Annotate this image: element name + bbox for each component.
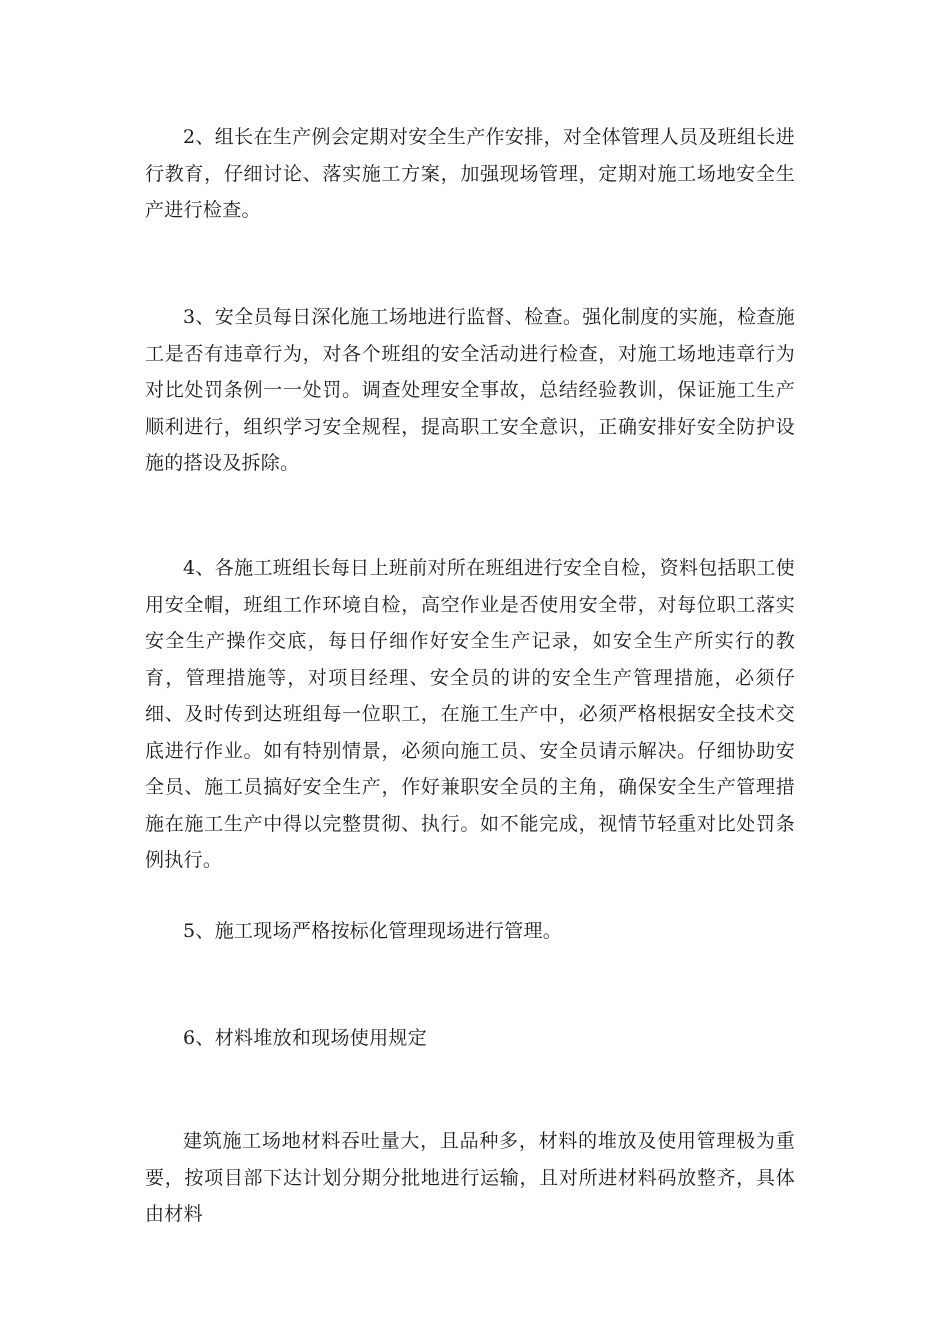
paragraph-item-4: 4、各施工班组长每日上班前对所在班组进行安全自检，资料包括职工使用安全帽，班组工作环境自检，高空作业是否使用安全带，对每位职工落实安全生产操作交底，每日仔细作好安全生产记录，如安全生产所实行的教育，管理措施等，对项目经理、安全员的讲的安全生产管理措施，必须仔细、及时传到达班组每一位职工，在施工生产中，必须严格根据安全技术交底进行作业。如有特别情景，必须向施工员、安全员请示解决。仔细协助安全员、施工员搞好安全生产，作好兼职安全员的主角，确保安全生产管理措施在施工生产中得以完整贯彻、执行。如不能完成，视情节轻重对比处罚条例执行。: [145, 557, 795, 871]
paragraph-materials-body: 建筑施工场地材料吞吐量大，且品种多，材料的堆放及使用管理极为重要，按项目部下达计划分期分批地进行运输，且对所进材料码放整齐，具体由材料: [145, 1130, 795, 1225]
paragraph-item-5: 5、施工现场严格按标化管理现场进行管理。: [183, 920, 563, 942]
paragraph-item-3: 3、安全员每日深化施工场地进行监督、检查。强化制度的实施，检查施工是否有违章行为，对各个班组的安全活动进行检查，对施工场地违章行为对比处罚条例一一处罚。调查处理安全事故，总结经验教训，保证施工生产顺利进行，组织学习安全规程，提高职工安全意识，正确安排好安全防护设施的搭设及拆除。: [145, 306, 795, 474]
paragraph-item-2: 2、组长在生产例会定期对安全生产作安排，对全体管理人员及班组长进行教育，仔细讨论、落实施工方案，加强现场管理，定期对施工场地安全生产进行检查。: [145, 126, 795, 221]
paragraph-item-6-heading: 6、材料堆放和现场使用规定: [183, 1027, 427, 1049]
